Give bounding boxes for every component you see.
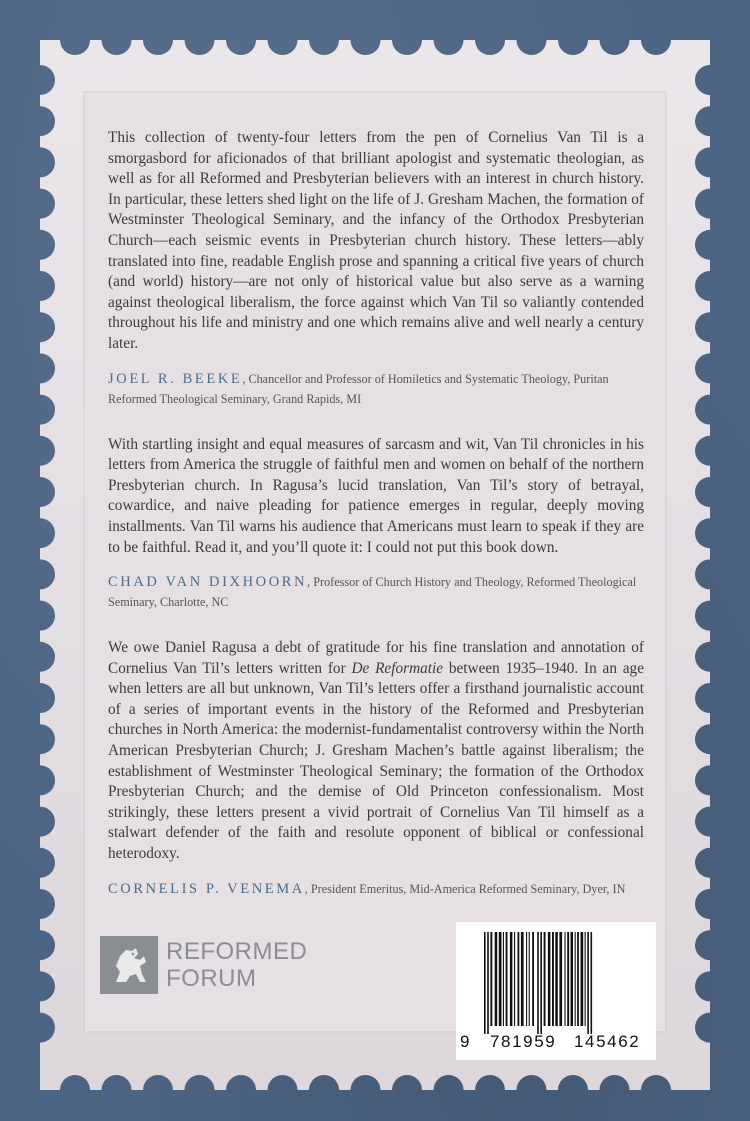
barcode-bar [591, 932, 593, 1034]
endorsement-3-text-before: We owe Daniel Ragusa a debt of gratitude for his fine translation and annotation of Cornelius Van Til’s letters written for [108, 639, 644, 677]
barcode-bar [506, 932, 508, 1026]
barcode-bar [487, 932, 489, 1034]
back-cover-text [108, 128, 644, 925]
barcode-bar [565, 932, 566, 1026]
barcode-bar [495, 932, 498, 1026]
barcode-bar [585, 932, 586, 1026]
endorsement-2-attribution [108, 572, 644, 612]
barcode-bar [540, 932, 542, 1034]
barcode-bar [490, 932, 492, 1026]
endorsement-1-text: This collection of twenty-four letters from the pen of Cornelius Van Til is a smorgasbord for aficionados of that brilliant apologist and systematic theologian, as well as for all Reformed and Presbyterian believers with an interest in church history. In particular, these letters shed light on the life of J. Gresham Machen, the formation of Westminster Theological Seminary, and the infancy of the Orthodox Presbyterian Church—each seismic events in Presbyterian church history. These letters—ably translated into fine, readable English prose and spanning a critical five years of church (and world) history—are not only of historical value but also serve as a warning against theological liberalism, the force against which Van Til so valiantly contended throughout his life and ministry and one which remains alive and well nearly a century later. [108, 129, 644, 352]
barcode-bar [518, 932, 520, 1026]
endorsement-3-attribution [108, 879, 644, 899]
endorsement-2-title: , Professor of Church History and Theology, Reformed Theological Seminary, Charlotte, NC [108, 575, 637, 610]
endorsement-1-attribution [108, 369, 644, 409]
endorsement-2-text: With startling insight and equal measures of sarcasm and wit, Van Til chronicles in his letters from America the struggle of faithful men and women on behalf of the northern Presbyterian church. In Ragusa’s lucid translation, Van Til’s story of betrayal, cowardice, and naive pleading for patience emerges in regular, deeply moving installments. Van Til warns his audience that Americans must learn to speak if they are to be faithful. Read it, and you’ll quote it: I could not put this book down. [108, 435, 644, 556]
publisher-name-line-1: REFORMED [166, 938, 308, 965]
barcode-bar [529, 932, 530, 1026]
barcode-bar [559, 932, 562, 1026]
barcode-bar [577, 932, 579, 1026]
lion-rampant-icon [100, 936, 158, 994]
endorsement-3-author: CORNELIS P. VENEMA [108, 880, 305, 897]
barcode-bar [581, 932, 584, 1026]
barcode-bar [575, 932, 576, 1026]
barcode-bar [587, 932, 589, 1034]
barcode-bar [503, 932, 504, 1026]
endorsement-2-author: CHAD VAN DIXHOORN [108, 574, 308, 591]
barcode-bar [510, 932, 513, 1026]
barcode-bars [470, 932, 642, 1034]
publisher-name [166, 938, 307, 992]
barcode-bar [532, 932, 534, 1026]
endorsement-1-title: , Chancellor and Professor of Homiletics and Systematic Theology, Puritan Reformed Theological Seminary, Grand Rapids, MI [108, 371, 609, 406]
barcode-bar [544, 932, 546, 1026]
barcode-bar [537, 932, 539, 1034]
barcode-bar [521, 932, 524, 1026]
isbn-first-digit: 9 [460, 1032, 470, 1051]
barcode-bar [552, 932, 554, 1026]
publisher-logo [100, 936, 307, 994]
barcode-bar [555, 932, 558, 1026]
isbn-group-1: 781959 [490, 1032, 557, 1051]
isbn-group-2: 145462 [574, 1032, 641, 1051]
endorsement-3-text-after: between 1935–1940. In an age when letters are all but unknown, Van Til’s letters offer a firsthand journalistic account of a series of important events in the history of the Reformed and Presbyterian churches in North America: the modernist-fundamentalist controversy within the North American Presbyterian Church; J. Gresham Machen’s battle against liberalism; the establishment of Westminster Theological Seminary; the formation of the Orthodox Presbyterian Church; and the demise of Old Princeton confessionalism. Most strikingly, these letters present a vivid portrait of Cornelius Van Til himself as a stalwart defender of the faith and resolute opponent of biblical or confessional heterodoxy. [108, 659, 644, 863]
endorsement-3-title: , President Emeritus, Mid-America Reformed Seminary, Dyer, IN [304, 881, 626, 896]
barcode-bar [548, 932, 551, 1026]
barcode-bar [571, 932, 574, 1026]
isbn-barcode [456, 922, 656, 1060]
endorsement-1-author: JOEL R. BEEKE [108, 370, 243, 387]
barcode-bar [514, 932, 515, 1026]
barcode-bar [526, 932, 527, 1026]
barcode-bar [567, 932, 569, 1026]
barcode-bar [484, 932, 486, 1034]
publisher-name-line-2: FORUM [166, 965, 257, 992]
endorsement-3-text [108, 638, 644, 865]
barcode-bar [499, 932, 502, 1026]
endorsement-3-periodical-title: De Reformatie [351, 659, 444, 677]
